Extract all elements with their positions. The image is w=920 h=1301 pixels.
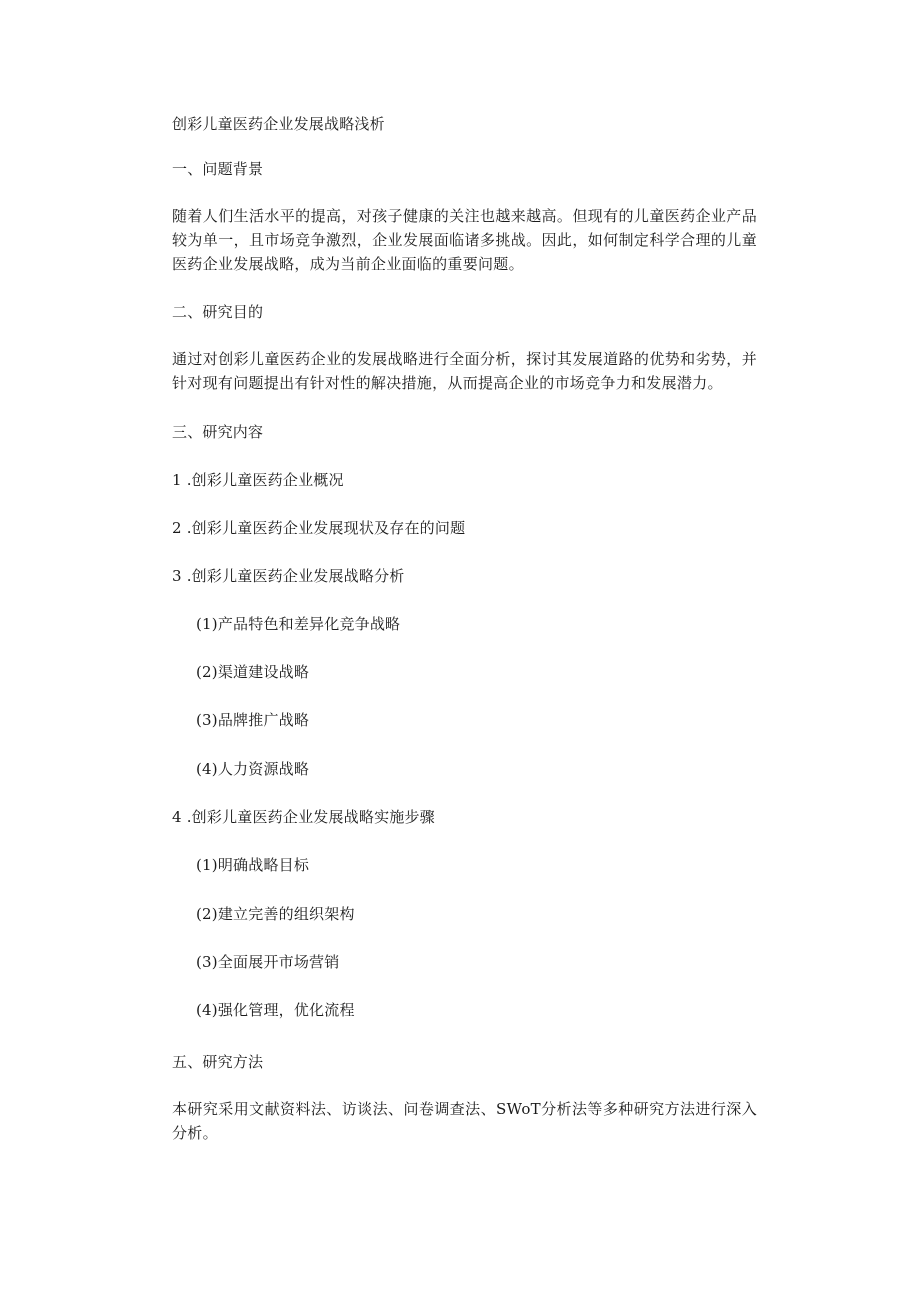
section-heading-purpose: 二、研究目的 — [172, 303, 264, 321]
section-body-method: 本研究采用文献资料法、访谈法、问卷调查法、SWoT分析法等多种研究方法进行深入分析。 — [172, 1100, 757, 1142]
sub-list-item: (4)人力资源战略 — [196, 760, 310, 778]
sub-list-item: (4)强化管理，优化流程 — [196, 1001, 355, 1019]
list-item: 2 .创彩儿童医药企业发展现状及存在的问题 — [172, 519, 466, 537]
sub-list-item: (2)渠道建设战略 — [196, 663, 310, 681]
sub-list-item: (3)全面展开市场营销 — [196, 953, 340, 971]
section-heading-background: 一、问题背景 — [172, 160, 264, 178]
section-heading-method: 五、研究方法 — [172, 1053, 264, 1071]
list-item: 1 .创彩儿童医药企业概况 — [172, 471, 344, 489]
sub-list-item: (1)明确战略目标 — [196, 856, 310, 874]
section-heading-content: 三、研究内容 — [172, 423, 264, 441]
document-title: 创彩儿童医药企业发展战略浅析 — [172, 115, 385, 133]
list-item: 4 .创彩儿童医药企业发展战略实施步骤 — [172, 808, 435, 826]
section-body-purpose: 通过对创彩儿童医药企业的发展战略进行全面分析，探讨其发展道路的优势和劣势，并针对现有问题提出有针对性的解决措施，从而提高企业的市场竞争力和发展潜力。 — [172, 350, 757, 392]
section-body-background: 随着人们生活水平的提高，对孩子健康的关注也越来越高。但现有的儿童医药企业产品较为单一，且市场竞争激烈，企业发展面临诸多挑战。因此，如何制定科学合理的儿童医药企业发展战略，成为当前企业面临的重要问题。 — [172, 207, 757, 273]
sub-list-item: (1)产品特色和差异化竞争战略 — [196, 615, 401, 633]
list-item: 3 .创彩儿童医药企业发展战略分析 — [172, 567, 405, 585]
sub-list-item: (2)建立完善的组织架构 — [196, 905, 355, 923]
sub-list-item: (3)品牌推广战略 — [196, 711, 310, 729]
